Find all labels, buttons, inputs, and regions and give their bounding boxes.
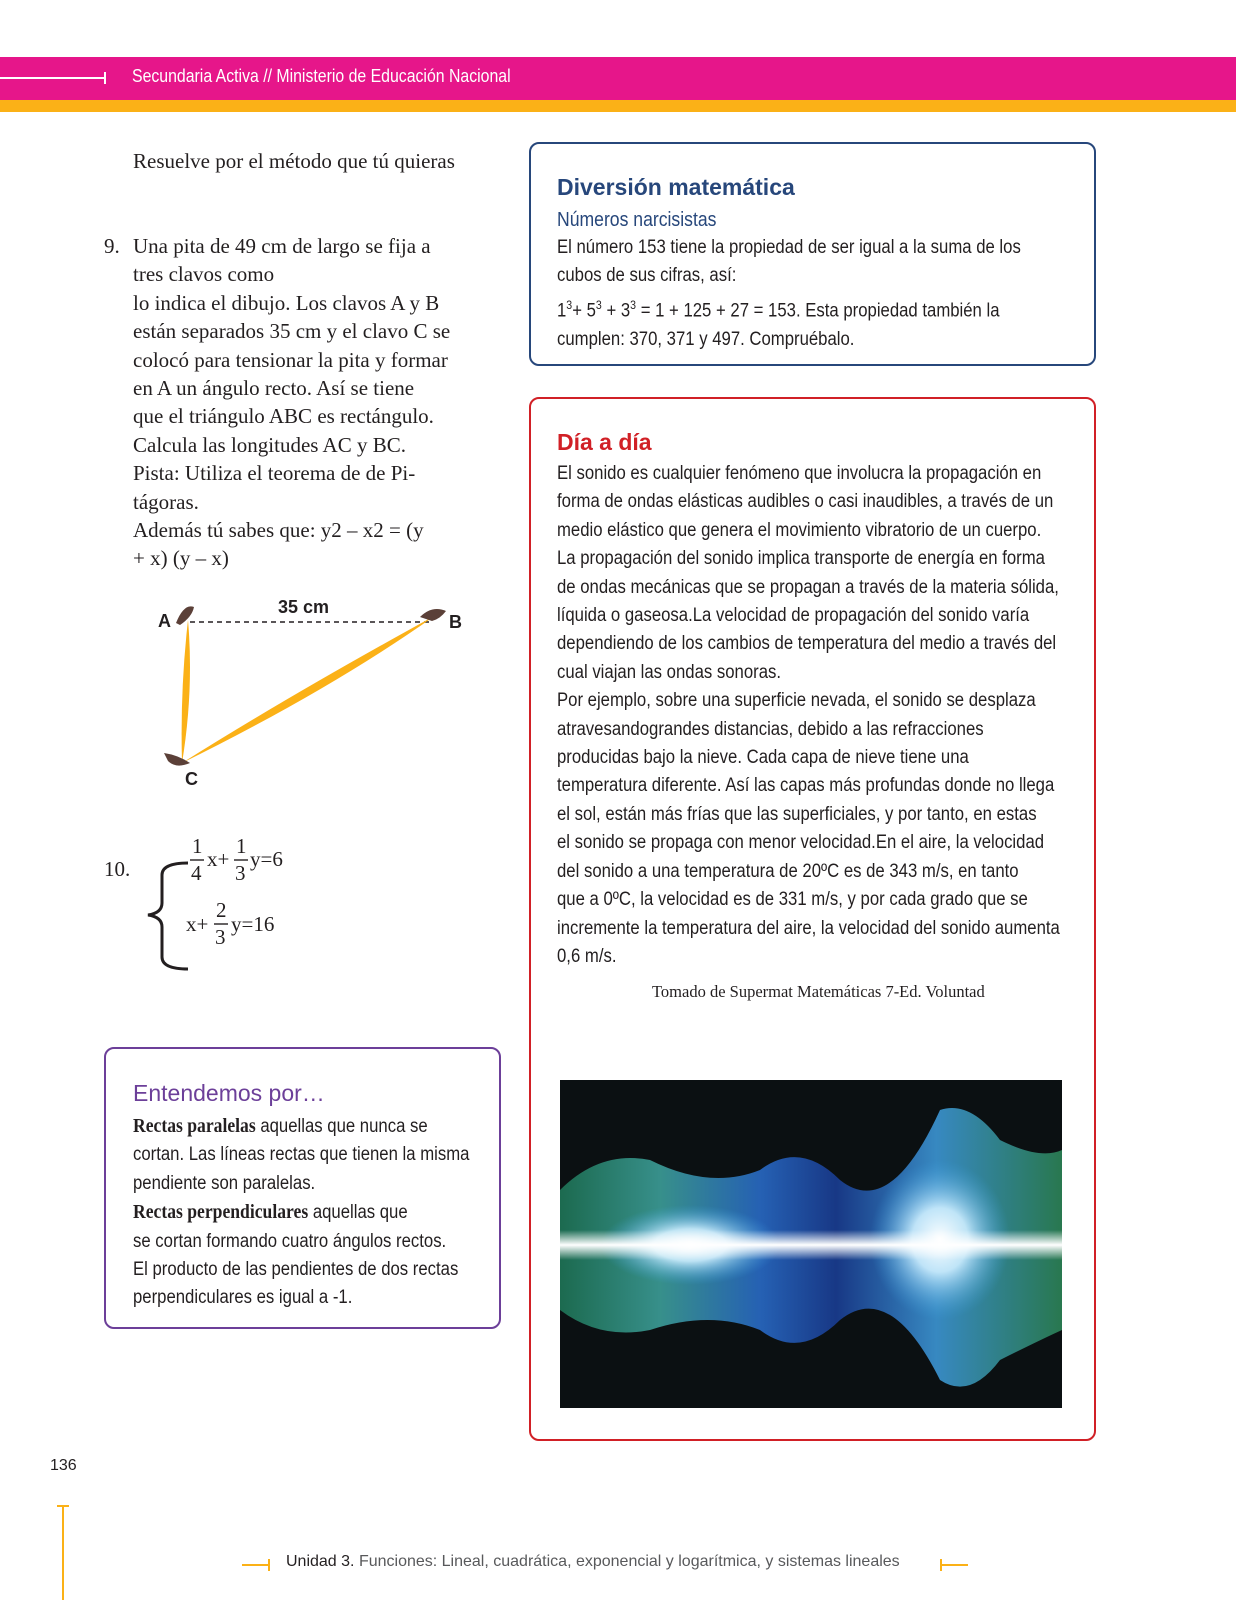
dia-line: Por ejemplo, sobre una superficie nevada, el sonido se desplaza bbox=[557, 690, 1036, 712]
eq1-frac2-den: 3 bbox=[235, 861, 246, 885]
problem-9-number: 9. bbox=[104, 234, 120, 258]
footer-tick-right bbox=[940, 1559, 942, 1571]
def-parallel-a: aquellas que nunca se bbox=[255, 1116, 428, 1137]
diversion-title: Diversión matemática bbox=[557, 174, 795, 200]
eq-exponent: 3 bbox=[630, 297, 637, 312]
dia-line: producidas bajo la nieve. Cada capa de nieve tiene una bbox=[557, 747, 969, 769]
entendemos-line: cortan. Las líneas rectas que tienen la misma bbox=[133, 1144, 470, 1166]
diversion-line: El número 153 tiene la propiedad de ser igual a la suma de los bbox=[557, 237, 1021, 258]
footer-side-tick bbox=[57, 1505, 69, 1507]
diversion-body bbox=[557, 234, 1117, 354]
eq2-lead: x+ bbox=[186, 912, 209, 936]
dia-line: el sol, están más frías que las superficiales, y por tanto, en estas bbox=[557, 803, 1037, 825]
footer-unit-title: Funciones: Lineal, cuadrática, exponencial y logarítmica, y sistemas lineales bbox=[354, 1553, 900, 1570]
intro-text: Resuelve por el método que tú quieras bbox=[133, 149, 455, 173]
dia-line: el sonido se propaga con menor velocidad.En el aire, la velocidad bbox=[557, 832, 1045, 854]
footer-rule-right bbox=[942, 1564, 968, 1566]
dia-line: El sonido es cualquier fenómeno que involucra la propagación en bbox=[557, 463, 1042, 484]
problem-9-line: Calcula las longitudes AC y BC. bbox=[133, 432, 406, 457]
dia-line: atravesandograndes distancias, debido a las refracciones bbox=[557, 718, 984, 740]
eq2-frac-den: 3 bbox=[215, 925, 226, 949]
string-cb bbox=[182, 615, 436, 763]
footer-rule-left bbox=[242, 1564, 268, 1566]
wave-core bbox=[560, 1230, 1062, 1260]
entendemos-line: se cortan formando cuatro ángulos rectos. bbox=[133, 1230, 447, 1252]
problem-9-line: Pista: Utiliza el teorema de de Pi- bbox=[133, 461, 416, 486]
eq2-frac-num: 2 bbox=[216, 898, 227, 922]
problem-9-text bbox=[133, 232, 473, 573]
system-brace bbox=[148, 863, 188, 969]
diversion-line: cubos de sus cifras, así: bbox=[557, 265, 737, 287]
eq-base: 1 bbox=[557, 300, 567, 322]
eq1-frac2-num: 1 bbox=[236, 834, 247, 858]
problem-9-line: están separados 35 cm y el clavo C se bbox=[133, 319, 451, 344]
dia-title: Día a día bbox=[557, 429, 652, 455]
problem-9-line: Una pita de 49 cm de largo se fija a bbox=[133, 234, 431, 258]
footer-unit bbox=[286, 1553, 900, 1571]
dia-line: que a 0ºC, la velocidad es de 331 m/s, y por cada grado que se bbox=[557, 889, 1028, 911]
problem-9-line: tres clavos como bbox=[133, 262, 275, 287]
sound-wave-image bbox=[560, 1080, 1062, 1408]
nail-c bbox=[164, 753, 190, 766]
eq-rest: = 1 + 125 + 27 = 153. Esta propiedad también la bbox=[636, 300, 1000, 322]
problem-10-number: 10. bbox=[104, 857, 131, 881]
header-title: Secundaria Activa // Ministerio de Educación Nacional bbox=[132, 66, 511, 86]
dia-body bbox=[557, 460, 1137, 971]
diversion-line: cumplen: 370, 371 y 497. Compruébalo. bbox=[557, 328, 855, 350]
dia-line: La propagación del sonido implica transporte de energía en forma bbox=[557, 548, 1045, 570]
dia-line: de ondas mecánicas que se propagan a través de la materia sólida, bbox=[557, 576, 1059, 598]
problem-9-line: colocó para tensionar la pita y formar bbox=[133, 347, 448, 372]
problem-9-line: en A un ángulo recto. Así se tiene bbox=[133, 376, 415, 401]
problem-9-line: Además tú sabes que: y2 – x2 = (y bbox=[133, 518, 424, 543]
entendemos-line: pendiente son paralelas. bbox=[133, 1172, 316, 1194]
footer-side-rule bbox=[62, 1505, 64, 1600]
footer-unit-label: Unidad 3. bbox=[286, 1553, 355, 1570]
entendemos-title: Entendemos por… bbox=[133, 1080, 325, 1106]
header-rule-tick bbox=[104, 72, 106, 84]
label-a: A bbox=[158, 611, 171, 631]
entendemos-line bbox=[133, 1112, 503, 1141]
eq1-frac1-den: 4 bbox=[191, 861, 202, 885]
term-parallel: Rectas paralelas bbox=[133, 1115, 256, 1137]
term-perpendicular: Rectas perpendiculares bbox=[133, 1201, 309, 1224]
problem-9-line: tágoras. bbox=[133, 489, 199, 514]
dia-line: del sonido a una temperatura de 20ºC es de 343 m/s, en tanto bbox=[557, 860, 1019, 882]
page-number: 136 bbox=[50, 1457, 77, 1474]
dia-line: forma de ondas elásticas audibles o casi inaudibles, a través de un bbox=[557, 491, 1054, 513]
eq1-var1: x+ bbox=[207, 847, 230, 871]
dia-line: 0,6 m/s. bbox=[557, 945, 617, 967]
label-c: C bbox=[185, 769, 198, 789]
header-rule bbox=[0, 77, 104, 79]
diversion-subtitle bbox=[557, 206, 738, 234]
eq-base: + 3 bbox=[601, 300, 631, 322]
diversion-subtitle-text: Números narcisistas bbox=[557, 209, 717, 231]
label-b: B bbox=[449, 612, 462, 632]
equation-system bbox=[140, 833, 320, 993]
entendemos-body bbox=[133, 1112, 553, 1313]
entendemos-line: perpendiculares es igual a -1. bbox=[133, 1287, 353, 1309]
entendemos-line bbox=[133, 1198, 503, 1227]
dia-line: líquida o gaseosa.La velocidad de propagación del sonido varía bbox=[557, 605, 1030, 627]
problem-9-line: + x) (y – x) bbox=[133, 546, 229, 571]
distance-label: 35 cm bbox=[278, 597, 330, 617]
eq1-rest: y=6 bbox=[250, 847, 283, 871]
eq2-rest: y=16 bbox=[231, 912, 275, 936]
dia-line: dependiendo de los cambios de temperatura del medio a través del bbox=[557, 633, 1057, 655]
diversion-equation bbox=[557, 291, 1050, 326]
dia-credit: Tomado de Supermat Matemáticas 7-Ed. Voluntad bbox=[652, 982, 985, 1001]
def-perpendicular-a: aquellas que bbox=[308, 1202, 408, 1224]
string-ac bbox=[182, 620, 190, 763]
footer-tick-left bbox=[268, 1559, 270, 1571]
problem-9-line: que el triángulo ABC es rectángulo. bbox=[133, 404, 434, 429]
entendemos-line: El producto de las pendientes de dos rectas bbox=[133, 1259, 459, 1281]
dia-line: incremente la temperatura del aire, la velocidad del sonido aumenta bbox=[557, 917, 1060, 939]
nail-b bbox=[420, 609, 446, 621]
eq-base: + 5 bbox=[572, 300, 596, 322]
dia-line: temperatura diferente. Así las capas más profundas donde no llega bbox=[557, 775, 1055, 797]
dia-line: cual viajan las ondas sonoras. bbox=[557, 661, 782, 683]
eq-exponent: 3 bbox=[595, 297, 602, 312]
header-stripe bbox=[0, 100, 1236, 112]
problem-9-line: lo indica el dibujo. Los clavos A y B bbox=[133, 290, 440, 315]
eq1-frac1-num: 1 bbox=[192, 834, 203, 858]
eq-exponent: 3 bbox=[566, 297, 573, 312]
dia-line: medio elástico que genera el movimiento vibratorio de un cuerpo. bbox=[557, 519, 1042, 541]
triangle-figure bbox=[150, 595, 480, 795]
